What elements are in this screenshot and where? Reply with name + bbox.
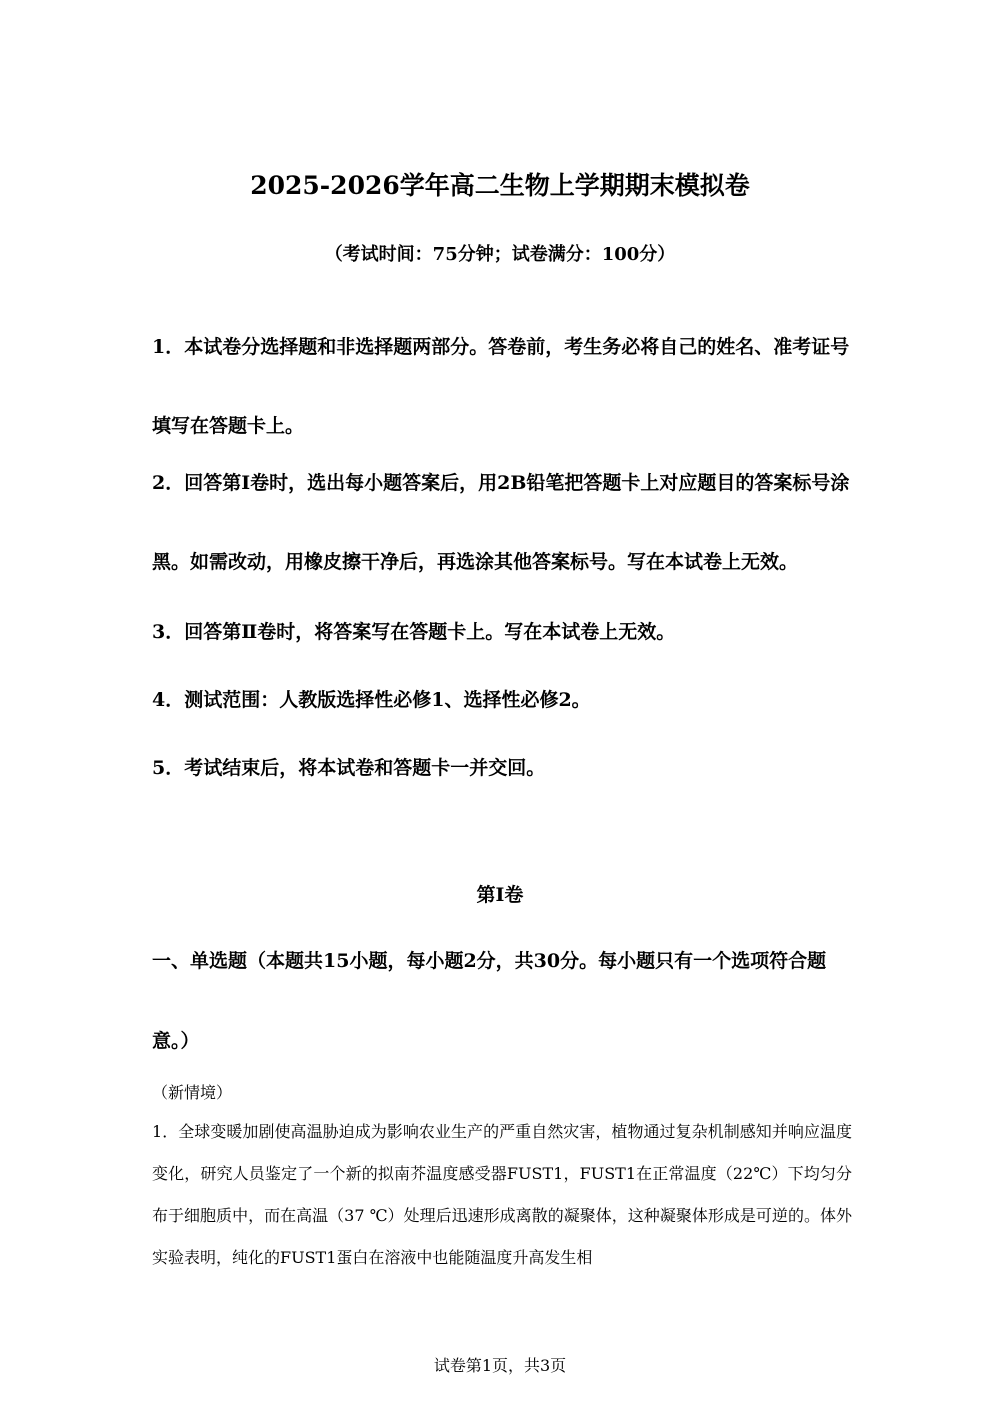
question-1-text: 1．全球变暖加剧使高温胁迫成为影响农业生产的严重自然灾害，植物通过复杂机制感知并响应温度变化，研究人员鉴定了一个新的拟南芥温度感受器FUST1，FUST1在正常温度（22℃）下均匀分布于细胞质中，而在高温（37 ℃）处理后迅速形成离散的凝聚体，这种凝聚体形成是可逆的。体外实验表明，纯化的FUST1蛋白在溶液中也能随温度升高发生相: [152, 1122, 852, 1267]
instruction-1: 1．本试卷分选择题和非选择题两部分。答卷前，考生务必将自己的姓名、准考证号填写在答题卡上。: [152, 336, 850, 437]
part-heading: 一、单选题（本题共15小题，每小题2分，共30分。每小题只有一个选项符合题意。）: [152, 950, 827, 1052]
section-title: 第Ⅰ卷: [476, 884, 524, 906]
instruction-4: 4．测试范围：人教版选择性必修1、选择性必修2。: [152, 689, 591, 711]
question-tag: （新情境）: [152, 1083, 233, 1102]
exam-subtitle: （考试时间：75分钟；试卷满分：100分）: [324, 244, 676, 265]
exam-title: 2025-2026学年高二生物上学期期末模拟卷: [250, 171, 750, 200]
instruction-5: 5．考试结束后，将本试卷和答题卡一并交回。: [152, 757, 546, 779]
instruction-2: 2．回答第Ⅰ卷时，选出每小题答案后，用2B铅笔把答题卡上对应题目的答案标号涂黑。如需改动，用橡皮擦干净后，再选涂其他答案标号。写在本试卷上无效。: [152, 472, 850, 573]
page-footer: 试卷第1页，共3页: [433, 1356, 567, 1375]
instruction-3: 3．回答第Ⅱ卷时，将答案写在答题卡上。写在本试卷上无效。: [152, 621, 676, 643]
instructions-list: [152, 308, 852, 802]
